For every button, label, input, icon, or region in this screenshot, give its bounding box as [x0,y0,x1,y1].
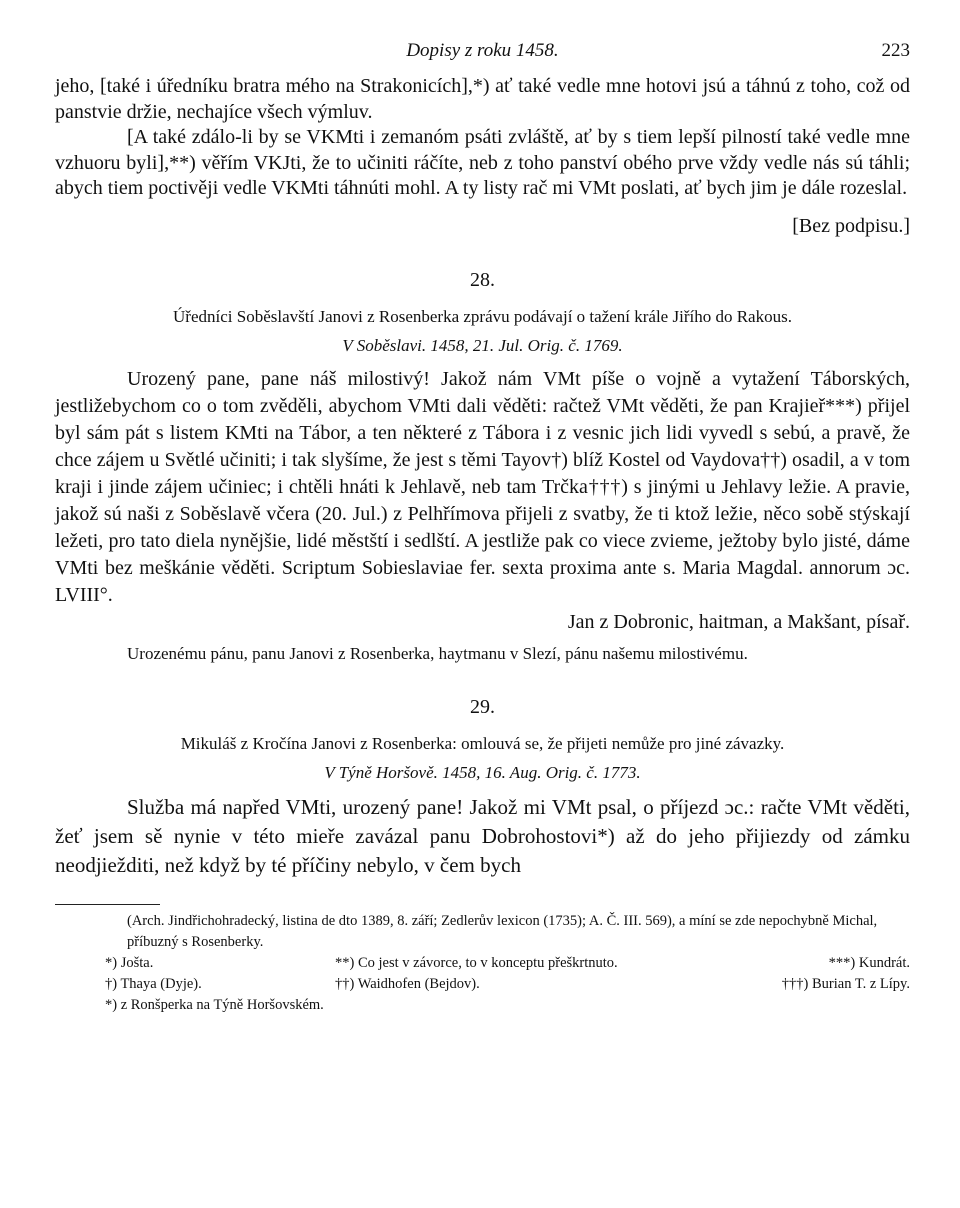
footnote-divider [55,904,160,905]
footnotes [55,911,910,1016]
letter-28-signatories: Jan z Dobronic, haitman, a Makšant, písař. [567,611,910,633]
letter-28-text: Urozený pane, pane náš milostivý! Jakož nám VMt píše o vojně a vytažení Táborských, jestližebychom co o tom zvěděli, abychom VMti dali věděti: račtež VMt věděti, že pan Krajieř***) přijel byl sám pát s listem KMti na Tábor, a ten některé z Tábora i z vesnic jich lidi vyvedl s sebú, a pravě, že chce zájem u Světlé učiniti; i tak slyšíme, že jest s těmi Tayov†) blíž Kostel od Vaydova††) osadil, a v tom kraji i jinde zájem učiniec; i chtěli hnáti k Jehlavě, neb tam Trčka†††) s jinými u Jehlavy ležie. A pravie, jakož sú naši z Soběslavě včera (20. Jul.) z Pelhřímova přijeli z svatby, že ti ktož ležie, něco sobě stýskají ležeti, pro tato diela nynějšie, lidé městští i sedlští. A jestliže pak co viece zvieme, ježtoby bylo jisté, dáme VMti bez meškánie věděti. Scriptum Sobieslaviae fer. sexta proxima ante s. Maria Magdal. annorum ɔc. LVIII°. [55,368,910,606]
letter-29-text: Služba má napřed VMti, urozený pane! Jakož mi VMt psal, o příjezd ɔc.: račte VMt věděti, žeť jsem sě nynie v této mieře zavázal panu Dobrohostovi*) až do jeho přijiezdy od zámku neodjiežditi, než když by té příčiny nebylo, v čem bych [55,795,910,877]
footnote-3: *) z Ronšperka na Týně Horšovském. [105,997,324,1013]
footnote-1b: **) Co jest v závorce, to v konceptu přeškrtnuto. [335,955,618,971]
letter-29-summary: Mikuláš z Kročína Janovi z Rosenberka: omlouvá se, že přijeti nemůže pro jiné závazky. [180,734,785,753]
footnote-1c: ***) Kundrát. [828,955,910,971]
signature-note: [Bez podpisu.] [792,214,910,237]
footnote-row-1 [55,953,910,974]
letter-28-address: Urozenému pánu, panu Janovi z Rosenberka, haytmanu v Slezí, pánu našemu milostivému. [127,644,748,663]
footnote-2b: ††) Waidhofen (Bejdov). [335,976,480,992]
page-number: 223 [881,40,910,61]
letter-29-number: 29. [470,696,495,718]
footnote-2a: †) Thaya (Dyje). [105,976,202,992]
footnote-row-3 [55,995,910,1016]
letter-28-closing [55,609,910,636]
page-header [55,40,910,74]
letter-28-dateline: V Soběslavi. 1458, 21. Jul. Orig. č. 1769. [342,336,623,355]
continuation-paragraph-1: jeho, [také i úředníku bratra mého na Strakonicích],*) ať také vedle mne hotovi jsú a táhnú z toho, což od panstvie držie, nechajíce všech výmluv. [55,75,910,123]
continuation-paragraph-2: [A také zdálo-li by se VKMti i zemanóm psáti zvláště, ať by s tiem lepší pilností také vedle mne vzhuoru byli],**) věřím VKJti, že to učiniti ráčíte, neb z toho panství obého prve vždy vedle nás sú táhli; abych tiem poctivěji vedle VKMti táhnúti mohl. A ty listy rač mi VMt poslati, ať bych jim je dále rozeslal. [55,126,910,199]
footnote-source: (Arch. Jindřichohradecký, listina de dto 1389, 8. září; Zedlerův lexicon (1735); A. Č. III. 569), a míní se zde nepochybně Michal, příbuzný s Rosenberky. [127,913,878,950]
footnote-2c: †††) Burian T. z Lípy. [781,976,910,992]
footnote-row-2 [55,974,910,995]
letter-29-dateline: V Týně Horšově. 1458, 16. Aug. Orig. č. 1773. [324,763,641,782]
page [55,40,910,1016]
letter-28-summary: Úředníci Soběslavští Janovi z Rosenberka zprávu podávají o tažení krále Jiřího do Rakous. [173,307,792,326]
footnote-1a: *) Jošta. [105,955,154,971]
running-title: Dopisy z roku 1458. [406,40,559,61]
letter-28-number: 28. [470,269,495,291]
